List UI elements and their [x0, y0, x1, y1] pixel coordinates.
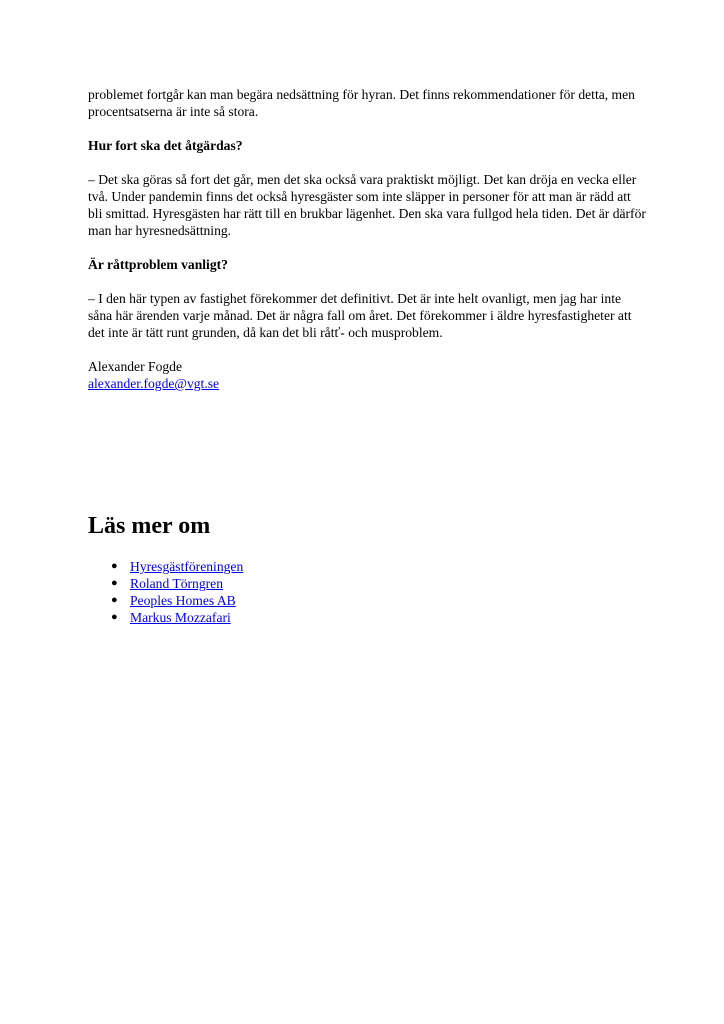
bullet-icon: ●: [111, 611, 118, 623]
paragraph-intro: problemet fortgår kan man begära nedsättning för hyran. Det finns rekommendationer för detta, men procentsatserna är inte så stora.: [88, 87, 635, 119]
bullet-icon: ●: [111, 577, 118, 589]
link-peoples-homes[interactable]: Peoples Homes AB: [130, 593, 236, 608]
list-item: [111, 575, 243, 592]
bullet-icon: ●: [111, 560, 118, 572]
answer-paragraph-1: – Det ska göras så fort det går, men det ska också vara praktiskt möjligt. Det kan dröja en vecka eller två. Under pandemin finns det också hyresgäster som inte släpper in personer för att man är rädd att bli smittad. Hyresgästen har rätt till en brukbar lägenhet. Den ska vara fullgod hela tiden. Det är därför man har hyresnedsättning.: [88, 172, 646, 238]
answer-paragraph-2: – I den här typen av fastighet förekommer det definitivt. Det är inte helt ovanligt, men jag har inte såna här ärenden varje månad. Det är några fall om året. Det förekommer i äldre hyresfastigheter att det inte är tätt runt grunden, då kan det bli råtť- och musproblem.: [88, 291, 632, 340]
link-markus-mozzafari[interactable]: Markus Mozzafari: [130, 610, 231, 625]
read-more-list: [88, 558, 243, 626]
author-email-link[interactable]: alexander.fogde@vgt.se: [88, 376, 220, 391]
author-name: Alexander Fogde: [88, 359, 182, 374]
link-roland-torngren[interactable]: Roland Törngren: [130, 576, 223, 591]
bullet-icon: ●: [111, 594, 118, 606]
question-heading-2: Är råttproblem vanligt?: [88, 257, 228, 272]
question-heading-1: Hur fort ska det åtgärdas?: [88, 138, 243, 153]
list-item: [111, 609, 243, 626]
article-body: [88, 86, 648, 392]
link-hyresgastforeningen[interactable]: Hyresgästföreningen: [130, 559, 244, 574]
read-more-heading: Läs mer om: [88, 513, 211, 539]
list-item: [111, 558, 244, 575]
list-item: [111, 592, 243, 609]
